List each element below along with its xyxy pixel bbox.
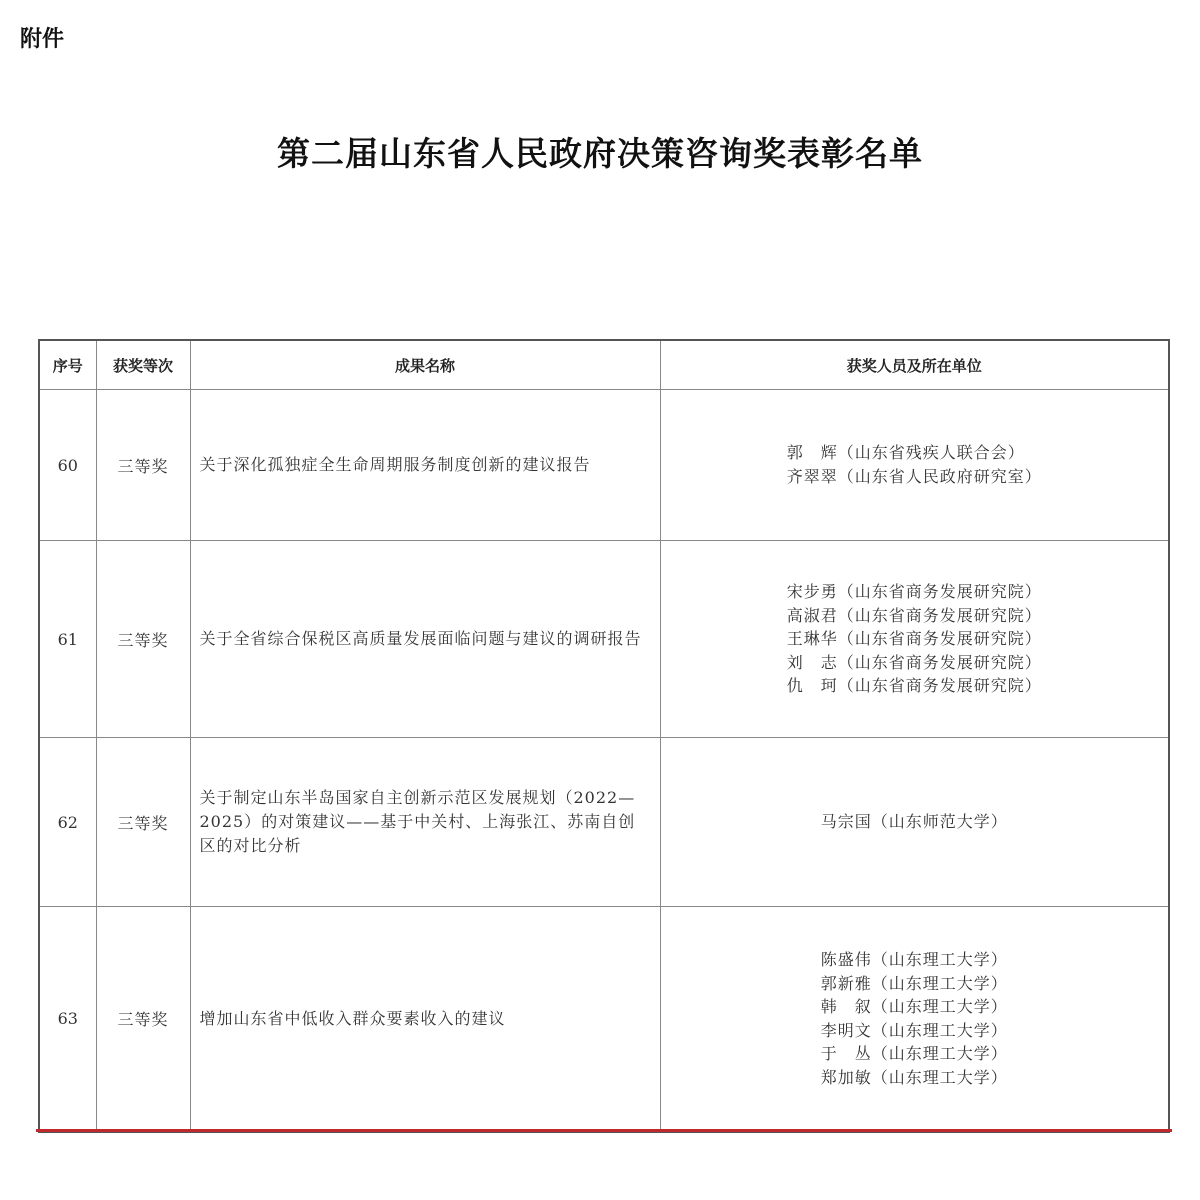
row-achievement-title: 关于全省综合保税区高质量发展面临问题与建议的调研报告 — [190, 541, 660, 738]
column-header-seq: 序号 — [39, 340, 96, 390]
winner: 李明文（山东理工大学） — [820, 1020, 1008, 1040]
column-header-people: 获奖人员及所在单位 — [660, 340, 1169, 390]
winner: 郭新雅（山东理工大学） — [820, 973, 1008, 993]
row-winners — [660, 738, 1169, 907]
row-achievement-title: 关于深化孤独症全生命周期服务制度创新的建议报告 — [190, 390, 660, 541]
row-achievement-title: 关于制定山东半岛国家自主创新示范区发展规划（2022—2025）的对策建议——基于中关村、上海张江、苏南自创区的对比分析 — [190, 738, 660, 907]
winner: 马宗国（山东师范大学） — [820, 812, 1008, 832]
table-row — [39, 738, 1169, 907]
winner: 韩 叙（山东理工大学） — [820, 997, 1008, 1017]
row-award-level: 三等奖 — [96, 907, 190, 1132]
row-winners — [660, 541, 1169, 738]
table-row — [39, 390, 1169, 541]
row-award-level: 三等奖 — [96, 738, 190, 907]
table-row — [39, 541, 1169, 738]
row-seq: 62 — [39, 738, 96, 907]
row-seq: 63 — [39, 907, 96, 1132]
winner: 陈盛伟（山东理工大学） — [820, 949, 1008, 969]
awards-table — [38, 339, 1170, 1133]
winner: 郭 辉（山东省残疾人联合会） — [786, 443, 1025, 463]
winner: 宋步勇（山东省商务发展研究院） — [786, 582, 1042, 602]
column-header-level: 获奖等次 — [96, 340, 190, 390]
table-header-row — [39, 340, 1169, 390]
attachment-label: 附件 — [20, 27, 65, 52]
table-row — [39, 907, 1169, 1132]
row-winners — [660, 907, 1169, 1132]
row-seq: 60 — [39, 390, 96, 541]
winner: 齐翠翠（山东省人民政府研究室） — [786, 467, 1042, 486]
winner: 刘 志（山东省商务发展研究院） — [786, 652, 1042, 672]
winner: 郑加敏（山东理工大学） — [820, 1067, 1008, 1087]
footer-red-rule — [36, 1129, 1172, 1132]
row-award-level: 三等奖 — [96, 390, 190, 541]
winner: 高淑君（山东省商务发展研究院） — [786, 605, 1042, 625]
column-header-title: 成果名称 — [190, 340, 660, 390]
winner: 于 丛（山东理工大学） — [820, 1044, 1008, 1064]
row-award-level: 三等奖 — [96, 541, 190, 738]
row-winners — [660, 390, 1169, 541]
row-seq: 61 — [39, 541, 96, 738]
row-achievement-title: 增加山东省中低收入群众要素收入的建议 — [190, 907, 660, 1132]
winner: 仇 珂（山东省商务发展研究院） — [786, 676, 1042, 696]
winner: 王琳华（山东省商务发展研究院） — [786, 629, 1042, 649]
document-title: 第二届山东省人民政府决策咨询奖表彰名单 — [277, 134, 923, 173]
